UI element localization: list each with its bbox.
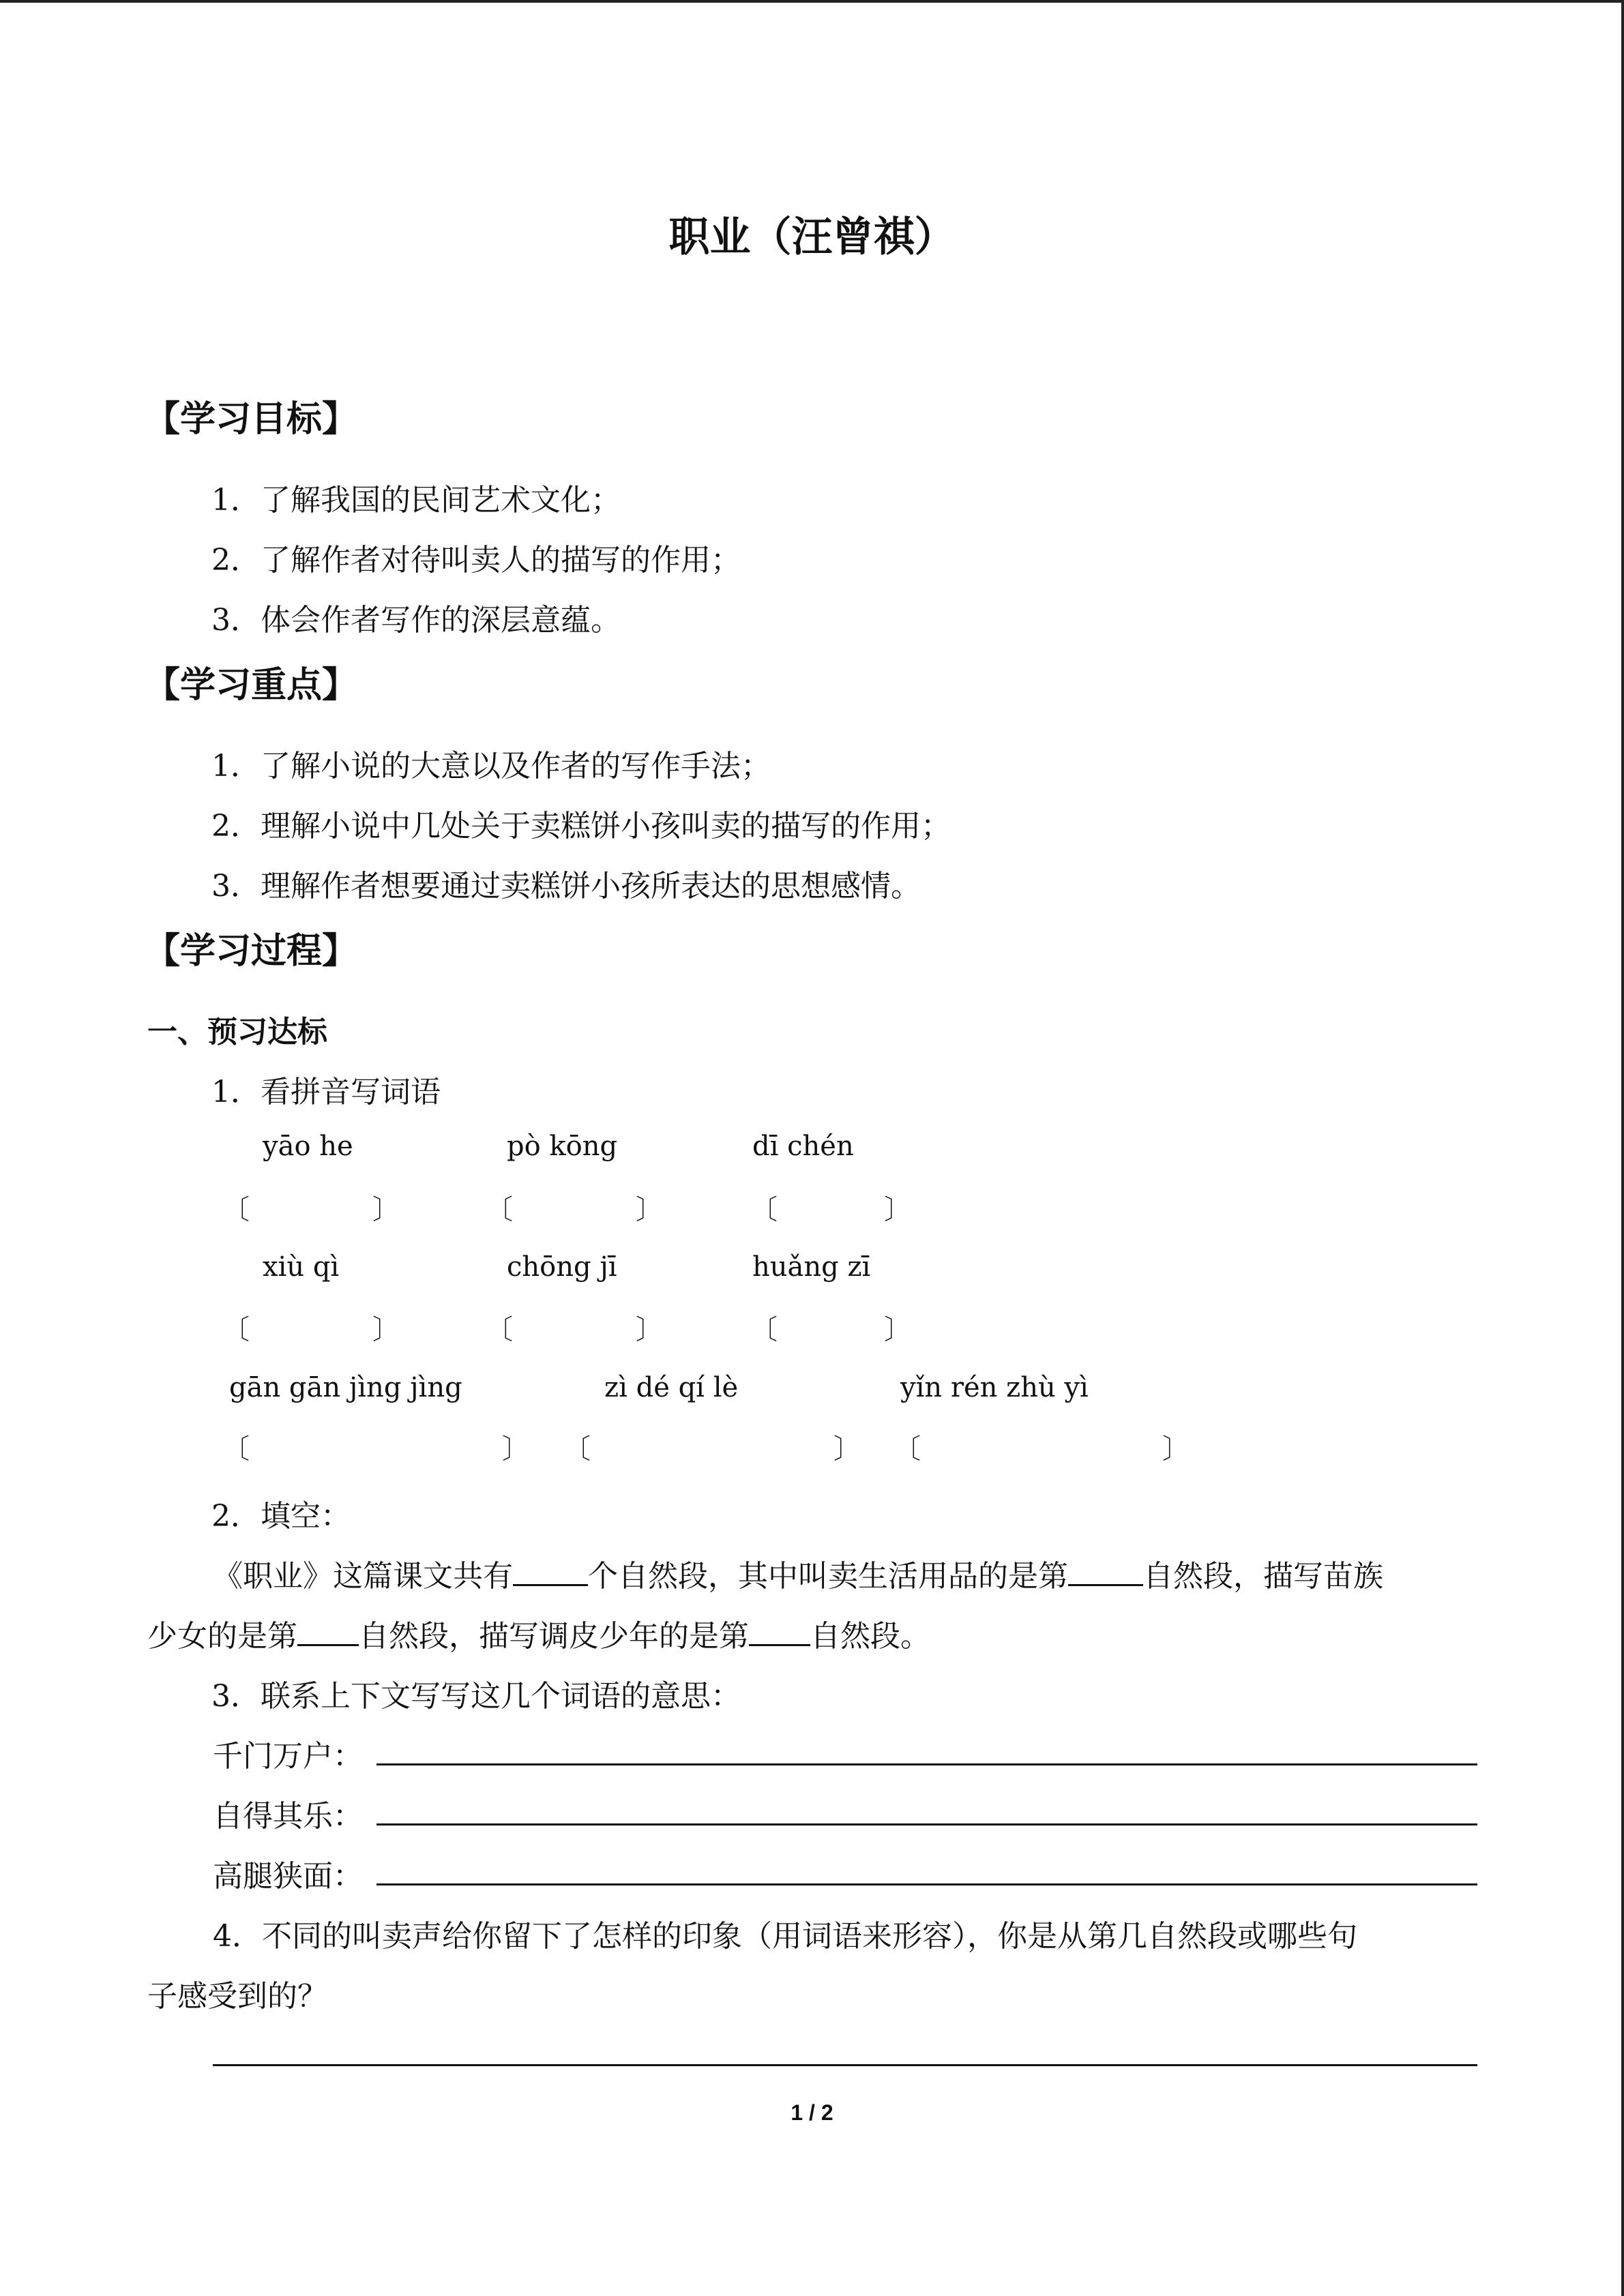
question-2: 2．填空： bbox=[211, 1499, 351, 1534]
fill-text: 自然段。 bbox=[810, 1619, 930, 1654]
fill-blank-line-1 bbox=[213, 1551, 1543, 1595]
answer-bracket-close: 〕 bbox=[884, 1194, 911, 1225]
fill-text: 自然段，描写苗族 bbox=[1143, 1559, 1383, 1594]
pinyin-label: yāo he bbox=[263, 1131, 353, 1162]
top-border bbox=[0, 0, 1624, 3]
term-label: 高腿狭面： bbox=[213, 1859, 363, 1894]
goal-item: 2．了解作者对待叫卖人的描写的作用； bbox=[211, 543, 741, 578]
answer-line[interactable] bbox=[377, 1823, 1477, 1825]
pinyin-label: pò kōng bbox=[507, 1131, 618, 1162]
answer-bracket-open: 〔 bbox=[222, 1433, 250, 1465]
question-1: 1．看拼音写词语 bbox=[211, 1075, 441, 1109]
answer-bracket-open: 〔 bbox=[222, 1194, 250, 1225]
fill-blank[interactable] bbox=[297, 1620, 359, 1646]
fill-blank[interactable] bbox=[513, 1560, 588, 1586]
term-label: 千门万户： bbox=[213, 1739, 363, 1774]
page-number: 1 / 2 bbox=[791, 2100, 833, 2125]
answer-bracket-close: 〕 bbox=[502, 1433, 529, 1465]
answer-bracket-close: 〕 bbox=[884, 1314, 911, 1345]
pinyin-label: chōng jī bbox=[507, 1251, 617, 1283]
question-3: 3．联系上下文写写这几个词语的意思： bbox=[211, 1679, 741, 1714]
answer-bracket-close: 〕 bbox=[372, 1314, 400, 1345]
pinyin-label: yǐn rén zhù yì bbox=[900, 1372, 1089, 1403]
answer-bracket-open: 〔 bbox=[486, 1194, 513, 1225]
answer-bracket-open: 〔 bbox=[486, 1314, 513, 1345]
focus-item: 2．理解小说中几处关于卖糕饼小孩叫卖的描写的作用； bbox=[211, 809, 951, 844]
focus-heading: 【学习重点】 bbox=[145, 665, 358, 706]
page-title: 职业（汪曾祺） bbox=[668, 213, 956, 261]
focus-item: 1．了解小说的大意以及作者的写作手法； bbox=[211, 749, 771, 784]
fill-blank[interactable] bbox=[749, 1620, 810, 1646]
fill-blank[interactable] bbox=[1068, 1560, 1143, 1586]
pinyin-label: huǎng zī bbox=[752, 1251, 871, 1283]
focus-item: 3．理解作者想要通过卖糕饼小孩所表达的思想感情。 bbox=[211, 869, 921, 904]
term-label: 自得其乐： bbox=[213, 1799, 363, 1834]
fill-text: 少女的是第 bbox=[147, 1619, 297, 1654]
answer-bracket-close: 〕 bbox=[636, 1314, 663, 1345]
fill-blank-line-2 bbox=[147, 1611, 1477, 1655]
answer-line[interactable] bbox=[213, 2064, 1477, 2066]
answer-bracket-close: 〕 bbox=[372, 1194, 400, 1225]
goal-item: 3．体会作者写作的深层意蕴。 bbox=[211, 603, 621, 638]
answer-bracket-open: 〔 bbox=[750, 1314, 778, 1345]
goals-heading: 【学习目标】 bbox=[145, 399, 358, 440]
answer-line[interactable] bbox=[377, 1883, 1477, 1885]
pinyin-label: dī chén bbox=[752, 1131, 854, 1162]
fill-text: 自然段，描写调皮少年的是第 bbox=[359, 1619, 749, 1654]
pinyin-label: gān gān jìng jìng bbox=[229, 1372, 462, 1403]
pinyin-label: xiù qì bbox=[263, 1251, 340, 1283]
part1-heading: 一、预习达标 bbox=[147, 1015, 327, 1049]
pinyin-label: zì dé qí lè bbox=[604, 1372, 739, 1403]
process-heading: 【学习过程】 bbox=[145, 931, 358, 972]
fill-text: 《职业》这篇课文共有 bbox=[213, 1559, 513, 1594]
question-4: 4．不同的叫卖声给你留下了怎样的印象（用词语来形容），你是从第几自然段或哪些句 bbox=[213, 1919, 1357, 1954]
answer-bracket-close: 〕 bbox=[833, 1433, 861, 1465]
answer-line[interactable] bbox=[377, 1763, 1477, 1765]
goal-item: 1．了解我国的民间艺术文化； bbox=[211, 483, 621, 518]
answer-bracket-open: 〔 bbox=[563, 1433, 591, 1465]
answer-bracket-close: 〕 bbox=[1162, 1433, 1190, 1465]
right-border bbox=[1621, 0, 1624, 2296]
answer-bracket-close: 〕 bbox=[636, 1194, 663, 1225]
answer-bracket-open: 〔 bbox=[894, 1433, 921, 1465]
answer-bracket-open: 〔 bbox=[750, 1194, 778, 1225]
fill-text: 个自然段，其中叫卖生活用品的是第 bbox=[588, 1559, 1068, 1594]
answer-bracket-open: 〔 bbox=[222, 1314, 250, 1345]
question-4-cont: 子感受到的？ bbox=[147, 1979, 327, 2014]
